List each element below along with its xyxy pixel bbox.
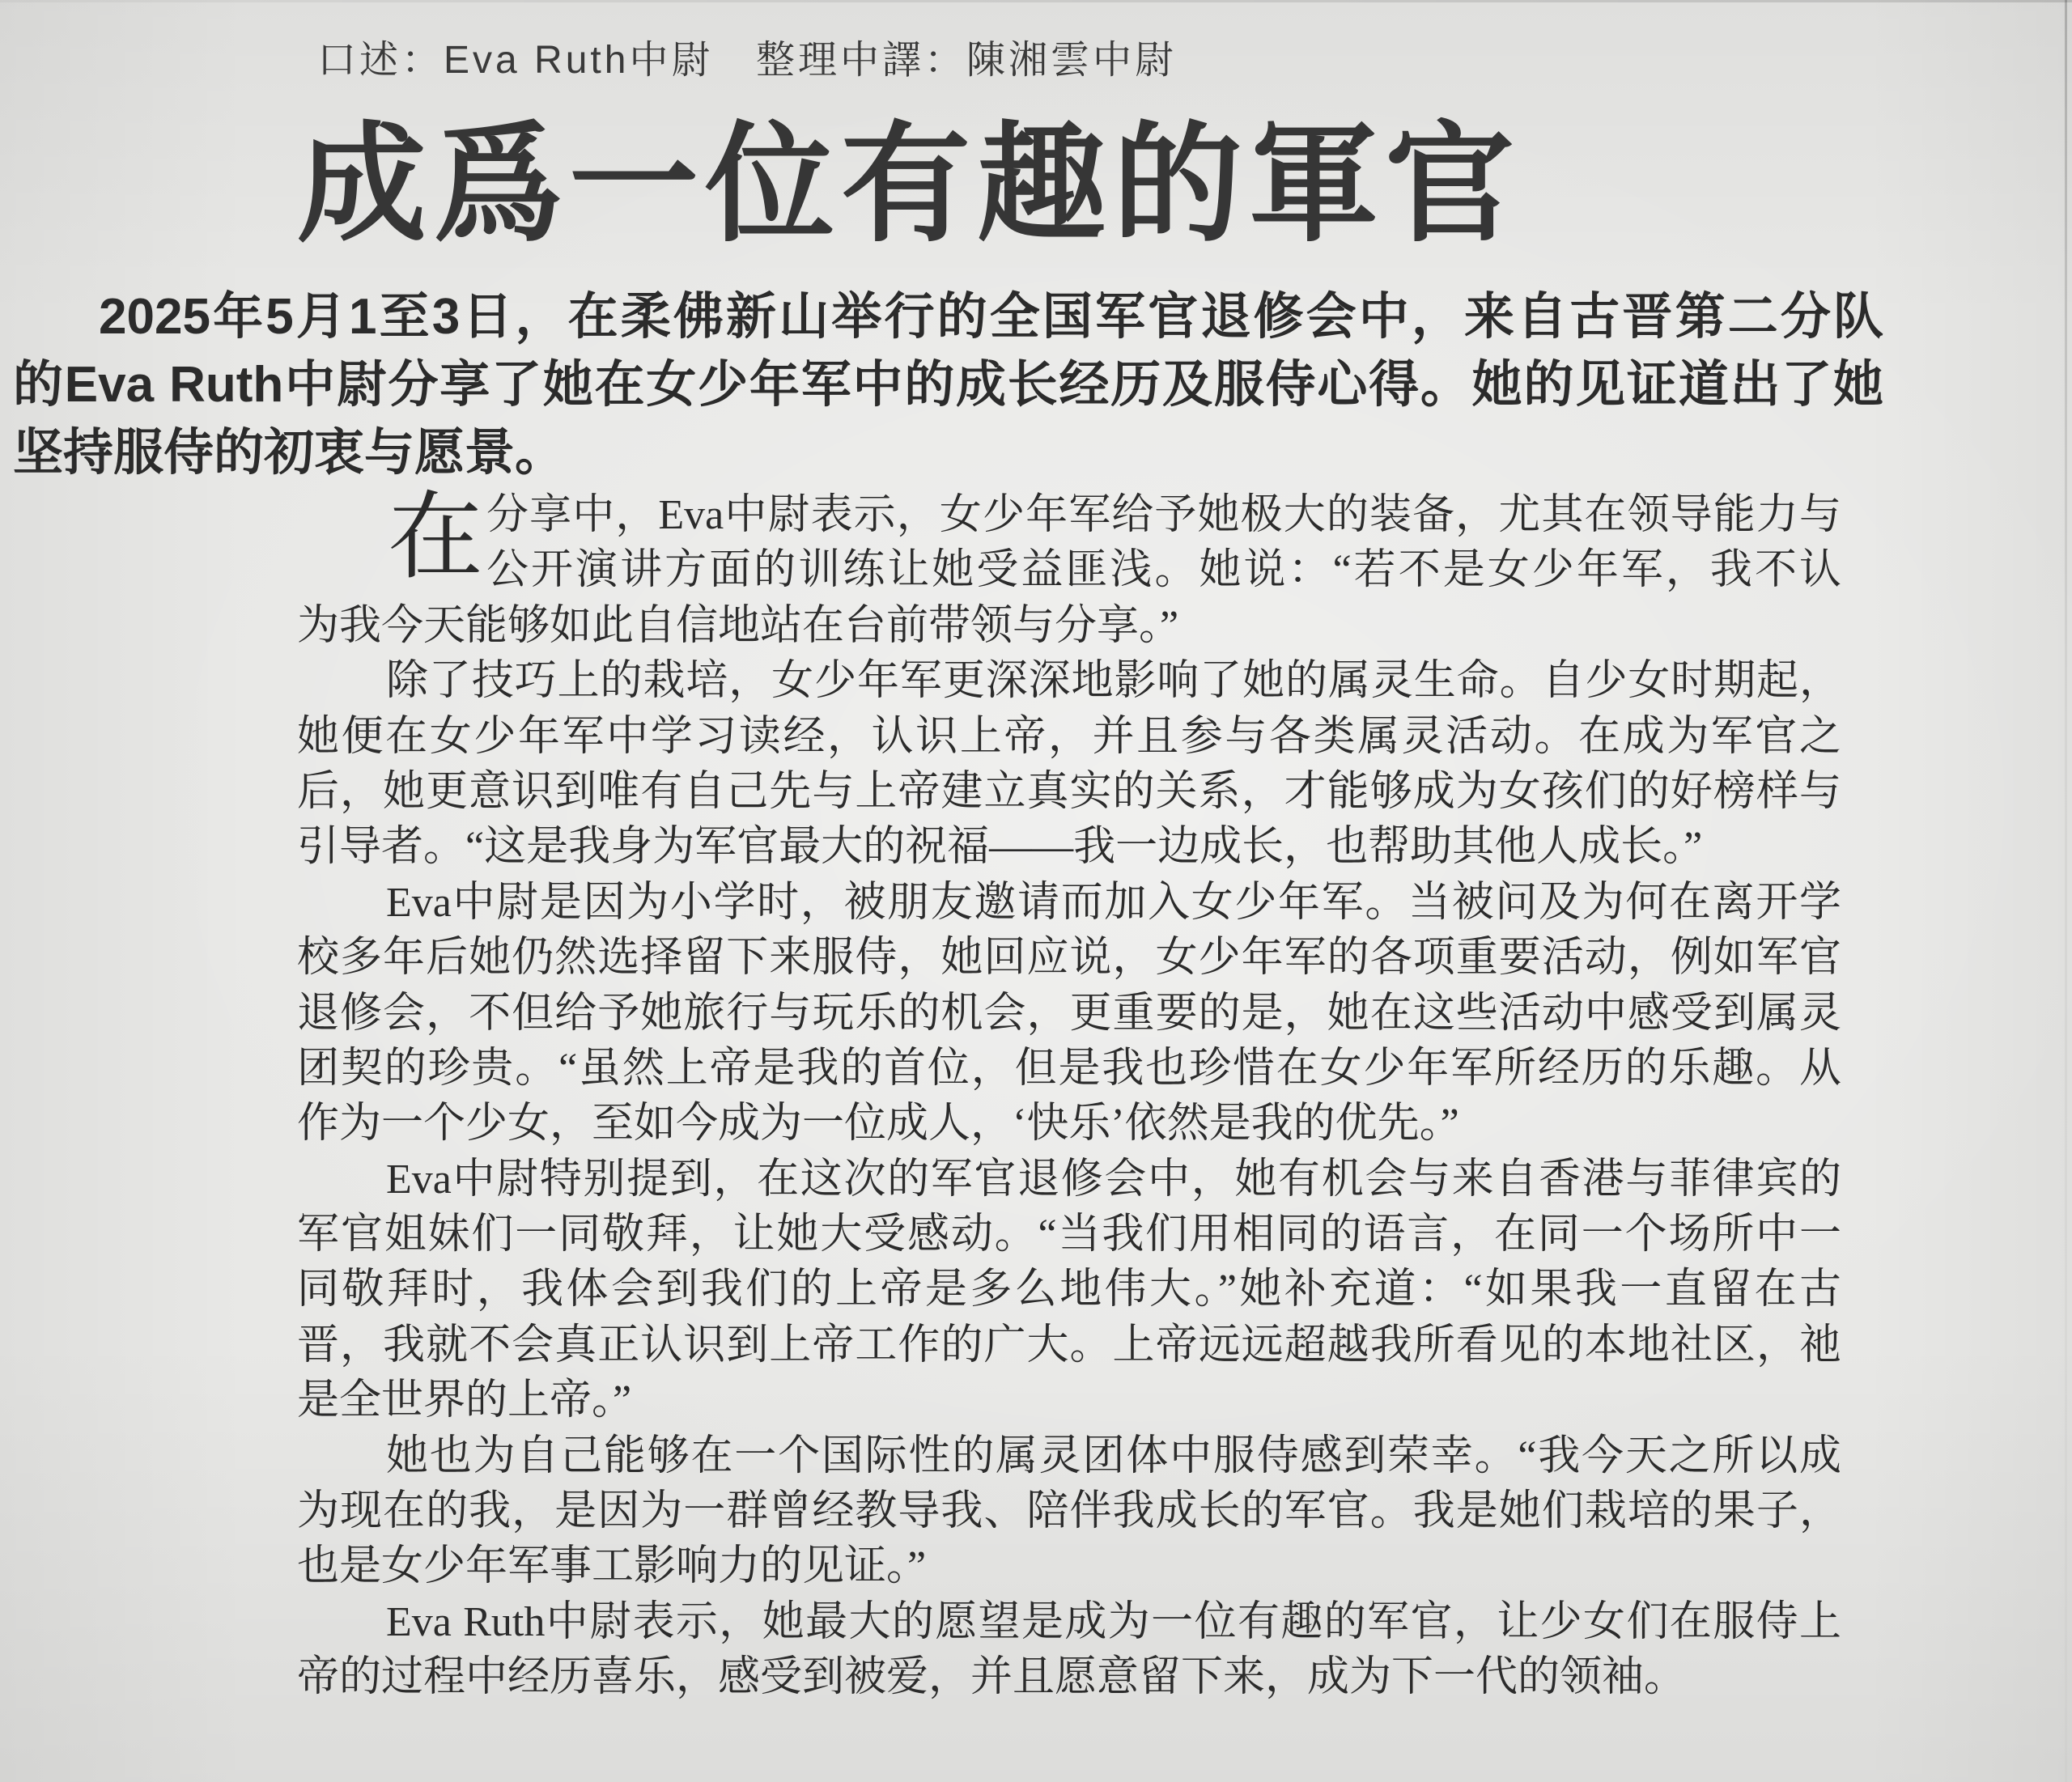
body-line: 公开演讲方面的训练让她受益匪浅。她说：“若不是女少年军，我不认 xyxy=(486,547,1841,594)
body-paragraph xyxy=(297,1595,1841,1706)
body-line: 后，她更意识到唯有自己先与上帝建立真实的关系，才能够成为女孩们的好榜样与 xyxy=(297,768,1841,815)
body-line: 同敬拜时，我体会到我们的上帝是多么地伟大。”她补充道：“如果我一直留在古 xyxy=(297,1266,1841,1313)
body-line: 为现在的我，是因为一群曾经教导我、陪伴我成长的军官。我是她们栽培的果子， xyxy=(297,1488,1841,1535)
body-line: 她也为自己能够在一个国际性的属灵团体中服侍感到荣幸。“我今天之所以成 xyxy=(386,1432,1841,1479)
intro-line: 坚持服侍的初衷与愿景。 xyxy=(13,425,566,481)
body-line: 帝的过程中经历喜乐，感受到被爱，并且愿意留下来，成为下一代的领袖。 xyxy=(297,1654,1687,1701)
body-paragraph xyxy=(297,1152,1841,1429)
body-paragraph xyxy=(297,485,1841,654)
body-line: 除了技巧上的栽培，女少年军更深深地影响了她的属灵生命。自少女时期起， xyxy=(386,658,1841,705)
body-paragraph xyxy=(297,876,1841,1152)
body-paragraph xyxy=(297,654,1841,876)
byline-narrator: 口述：Eva Ruth中尉 xyxy=(317,39,714,82)
body-line: 分享中，Eva中尉表示，女少年军给予她极大的装备，尤其在领导能力与 xyxy=(486,492,1841,538)
body-line: Eva Ruth中尉表示，她最大的愿望是成为一位有趣的军官，让少女们在服侍上 xyxy=(386,1598,1841,1645)
intro-line: 2025年5月1至3日，在柔佛新山举行的全国军官退修会中，来自古晋第二分队 xyxy=(99,289,1883,345)
body-line: 退修会，不但给予她旅行与玩乐的机会，更重要的是，她在这些活动中感受到属灵 xyxy=(297,990,1841,1037)
body-line: 她便在女少年军中学习读经，认识上帝，并且参与各类属灵活动。在成为军官之 xyxy=(297,713,1841,760)
body-line: 校多年后她仍然选择留下来服侍，她回应说，女少年军的各项重要活动，例如军官 xyxy=(297,935,1841,982)
article-title: 成爲一位有趣的軍官 xyxy=(297,108,1522,260)
body-line: 也是女少年军事工影响力的见证。” xyxy=(297,1543,927,1590)
body-line: 团契的珍贵。“虽然上帝是我的首位，但是我也珍惜在女少年军所经历的乐趣。从 xyxy=(297,1045,1841,1092)
drop-cap: 在 xyxy=(388,485,484,591)
body-paragraph xyxy=(297,1429,1841,1595)
body-line: 军官姐妹们一同敬拜，让她大受感动。“当我们用相同的语言，在同一个场所中一 xyxy=(297,1211,1841,1258)
article-body xyxy=(297,485,1841,1706)
byline-translator: 整理中譯：陳湘雲中尉 xyxy=(756,39,1178,82)
body-line: Eva中尉特别提到，在这次的军官退修会中，她有机会与来自香港与菲律宾的 xyxy=(386,1156,1841,1203)
body-line: Eva中尉是因为小学时，被朋友邀请而加入女少年军。当被问及为何在离开学 xyxy=(386,879,1841,926)
intro-line: 的Eva Ruth中尉分享了她在女少年军中的成长经历及服侍心得。她的见证道出了她 xyxy=(13,357,1883,413)
scan-right-edge xyxy=(2065,0,2067,1782)
body-line: 作为一个少女，至如今成为一位成人，‘快乐’依然是我的优先。” xyxy=(297,1101,1459,1148)
body-line: 引导者。“这是我身为军官最大的祝福——我一边成长，也帮助其他人成长。” xyxy=(297,824,1703,871)
intro-paragraph xyxy=(13,283,1883,487)
body-line: 晋，我就不会真正认识到上帝工作的广大。上帝远远超越我所看见的本地社区，祂 xyxy=(297,1322,1841,1368)
body-line: 为我今天能够如此自信地站在台前带领与分享。” xyxy=(297,602,1179,649)
scan-top-edge xyxy=(0,0,2072,2)
body-line: 是全世界的上帝。” xyxy=(297,1377,632,1424)
